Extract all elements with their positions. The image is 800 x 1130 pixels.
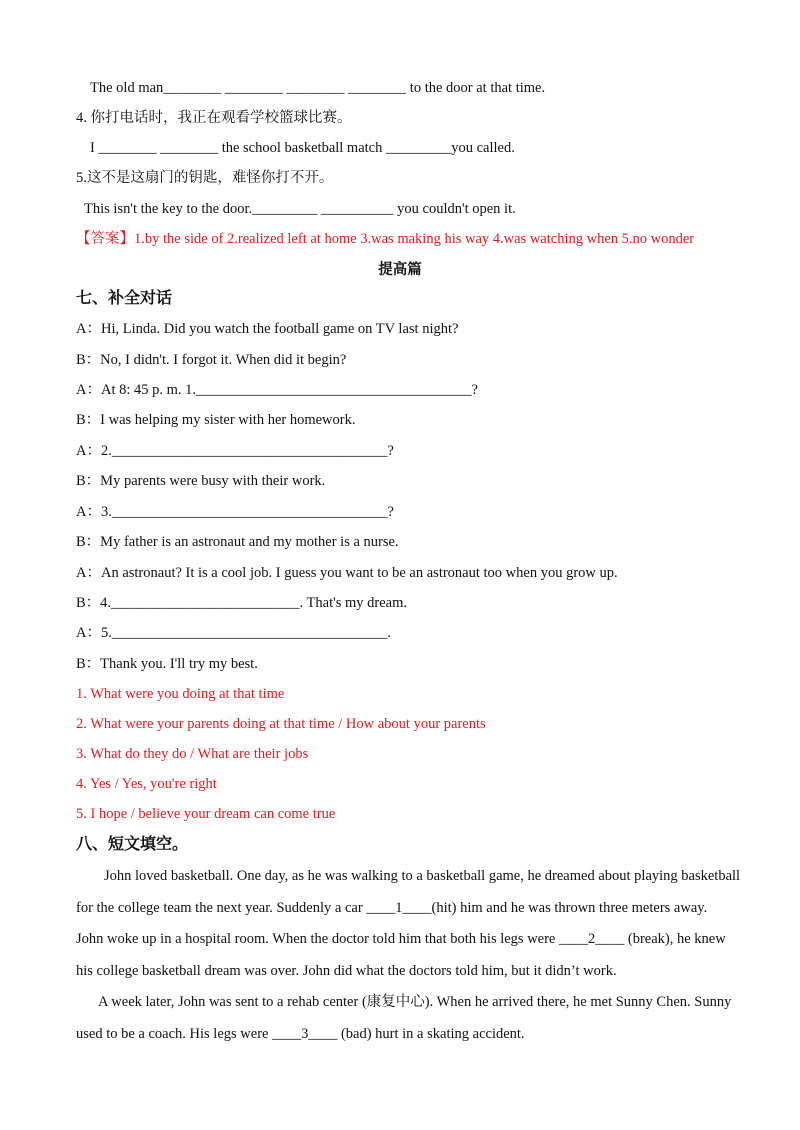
passage-line: used to be a coach. His legs were ____3____ (bad) hurt in a skating accident. — [76, 1026, 525, 1042]
question-5-prompt: 5.这不是这扇门的钥匙，难怪你打不开。 — [76, 170, 334, 186]
passage-line: his college basketball dream was over. John did what the doctors told him, but it didn’t work. — [76, 963, 617, 979]
dialogue-line: A：Hi, Linda. Did you watch the football game on TV last night? — [76, 321, 459, 337]
question-4-prompt: 4. 你打电话时，我正在观看学校篮球比赛。 — [76, 110, 352, 126]
dialogue-line: B：My parents were busy with their work. — [76, 473, 326, 489]
dialogue-line: B：No, I didn't. I forgot it. When did it begin? — [76, 352, 347, 368]
dialogue-line: B：Thank you. I'll try my best. — [76, 656, 258, 672]
passage-line: for the college team the next year. Suddenly a car ____1____(hit) him and he was thrown three meters away. — [76, 900, 708, 916]
answer-line: 4. Yes / Yes, you're right — [76, 776, 217, 792]
dialogue-line: B：I was helping my sister with her homework. — [76, 412, 356, 428]
exercise-line: I ________ ________ the school basketball match _________you called. — [90, 140, 515, 156]
dialogue-line: A：An astronaut? It is a cool job. I guess you want to be an astronaut too when you grow up. — [76, 565, 618, 581]
dialogue-line: A：3.______________________________________? — [76, 504, 394, 520]
exercise-line: The old man________ ________ ________ ________ to the door at that time. — [90, 80, 546, 96]
passage-line: John loved basketball. One day, as he was walking to a basketball game, he dreamed about playing basketball — [104, 868, 741, 884]
dialogue-line: B：4.__________________________. That's my dream. — [76, 595, 407, 611]
answer-key: 【答案】1.by the side of 2.realized left at home 3.was making his way 4.was watching when 5.no wonder — [76, 231, 695, 247]
dialogue-line: A：5.______________________________________. — [76, 625, 391, 641]
answer-line: 3. What do they do / What are their jobs — [76, 746, 309, 762]
dialogue-line: B：My father is an astronaut and my mother is a nurse. — [76, 534, 399, 550]
passage-line: A week later, John was sent to a rehab center (康复中心). When he arrived there, he met Sunny Chen. Sunny — [98, 994, 732, 1010]
answer-line: 2. What were your parents doing at that time / How about your parents — [76, 716, 486, 732]
answer-line: 1. What were you doing at that time — [76, 686, 285, 702]
section-heading-dialogue: 七、补全对话 — [76, 290, 173, 307]
exercise-line: This isn't the key to the door._________ __________ you couldn't open it. — [84, 201, 516, 217]
dialogue-line: A：At 8: 45 p. m. 1.______________________________________? — [76, 382, 478, 398]
section-heading-cloze: 八、短文填空。 — [76, 836, 189, 853]
section-title: 提高篇 — [378, 262, 422, 278]
dialogue-line: A：2.______________________________________? — [76, 443, 394, 459]
answer-line: 5. I hope / believe your dream can come true — [76, 806, 336, 822]
passage-line: John woke up in a hospital room. When the doctor told him that both his legs were ____2____ (break), he knew — [76, 931, 726, 947]
